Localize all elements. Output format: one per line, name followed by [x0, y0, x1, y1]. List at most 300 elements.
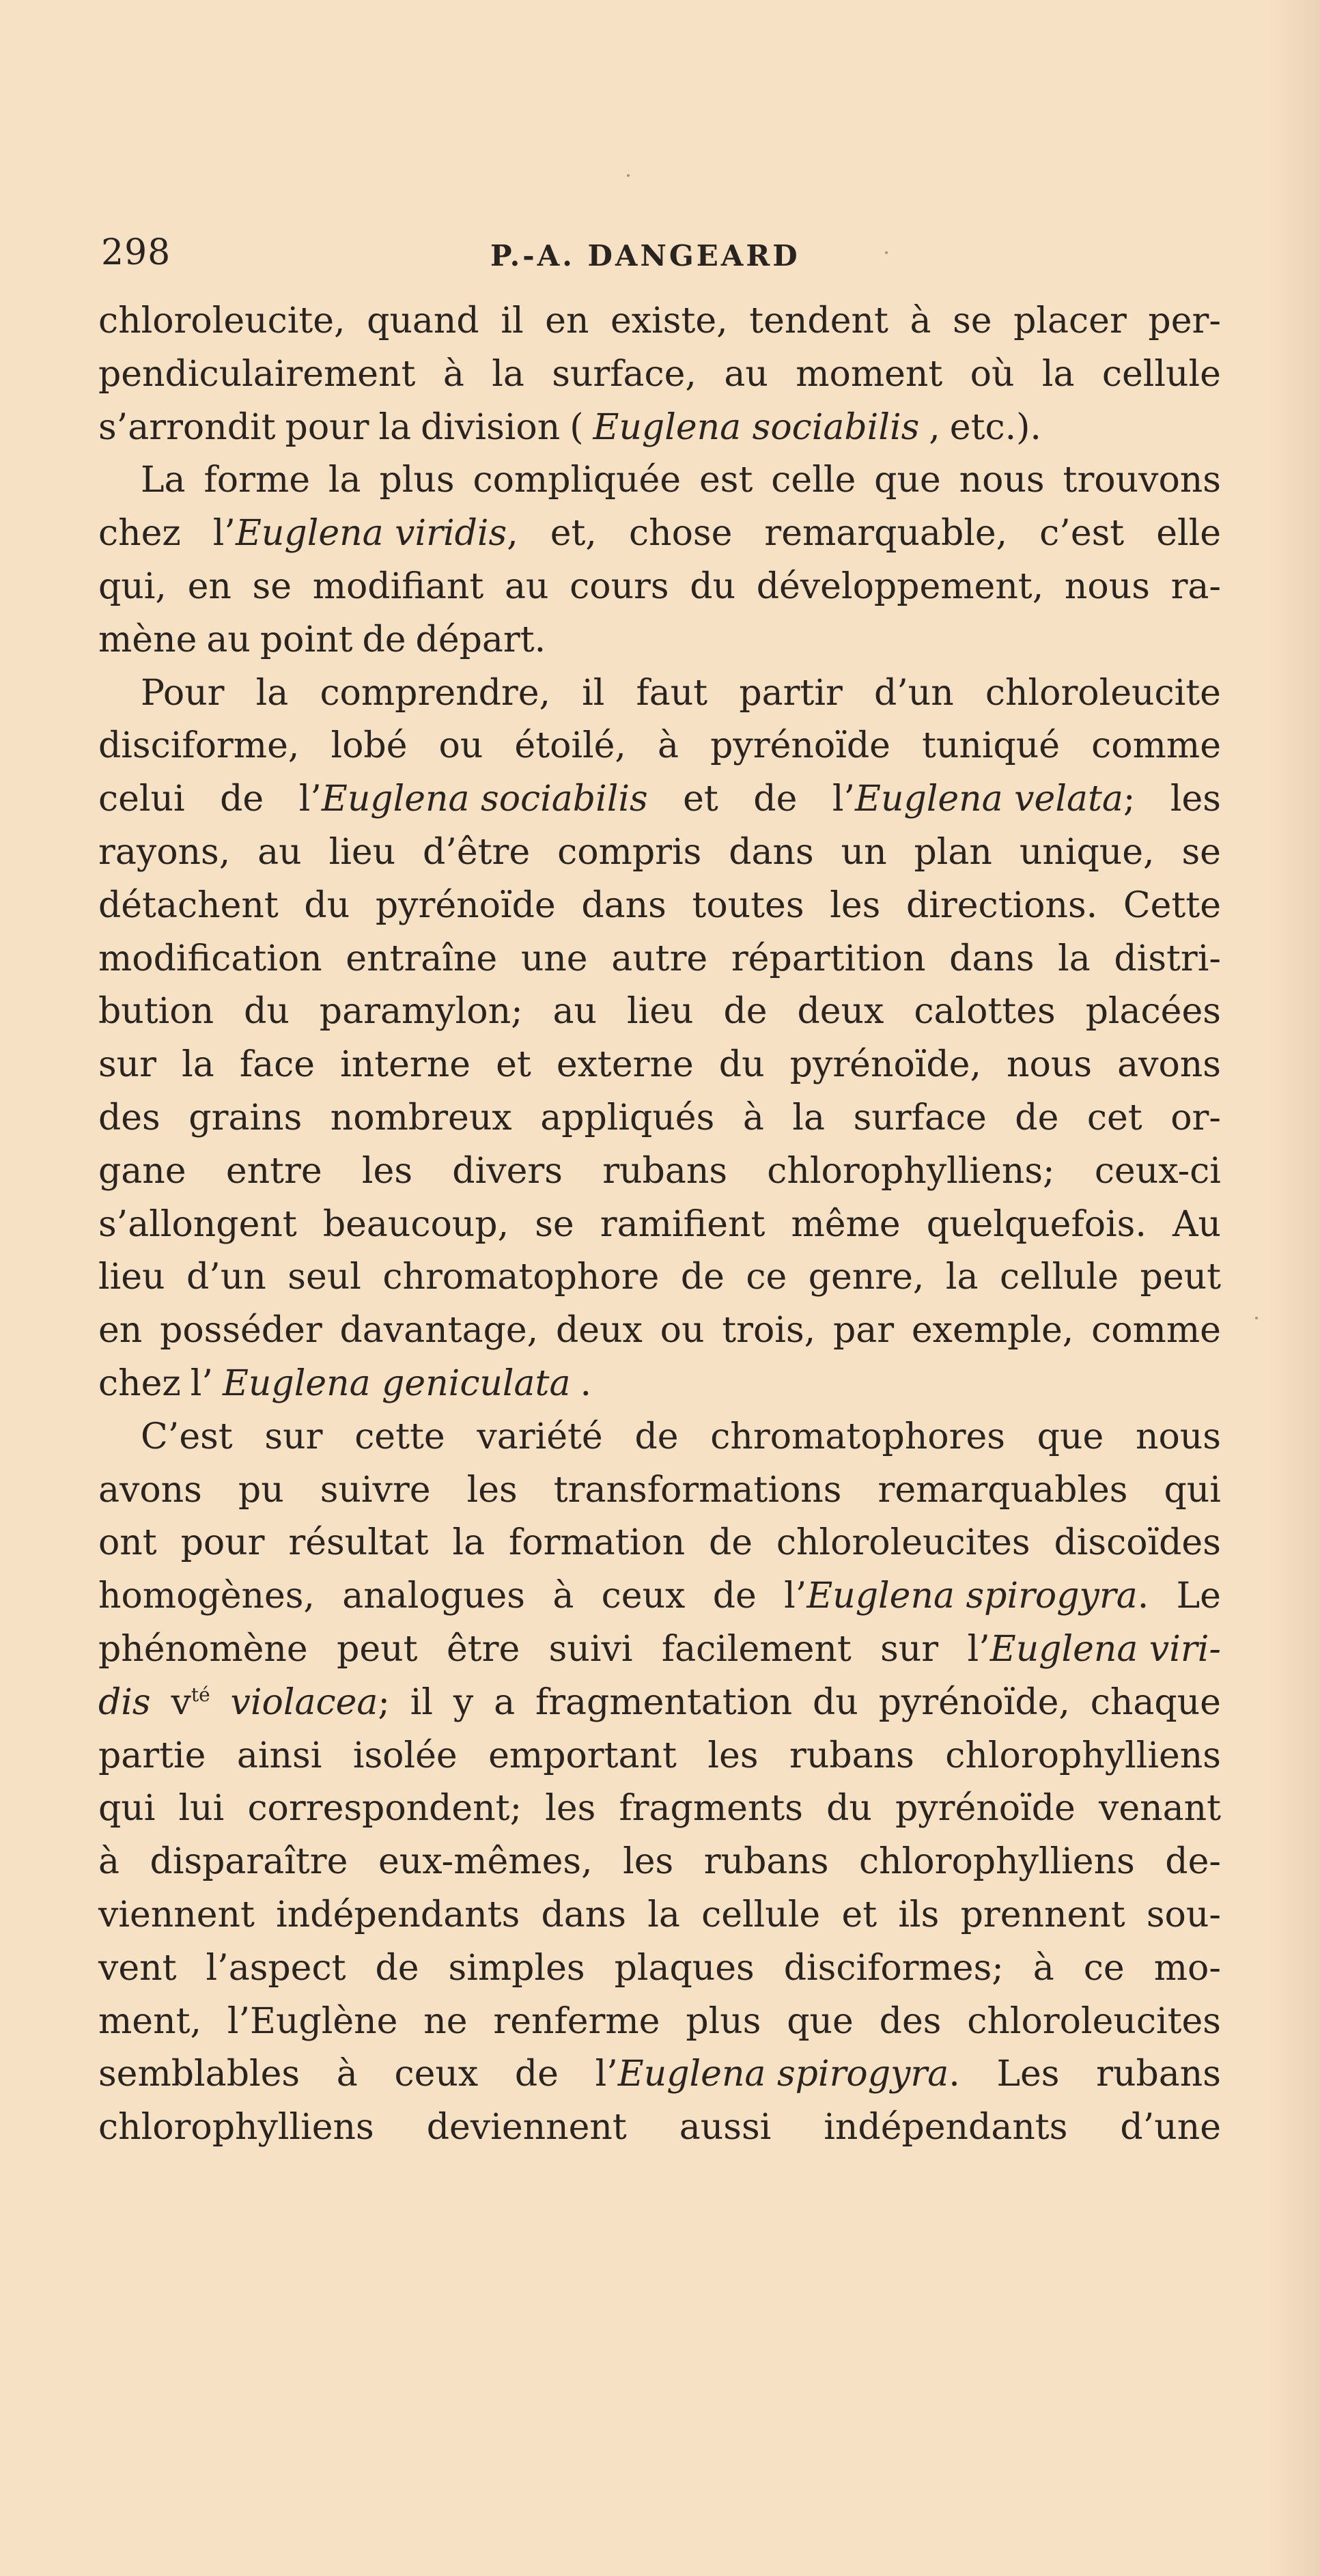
word: [98, 1145, 186, 1199]
word: [206, 1942, 346, 1996]
word: [906, 880, 1097, 933]
italic-text: Euglena viridis: [235, 513, 507, 555]
word: [545, 1782, 595, 1836]
word: [791, 1199, 900, 1252]
text-fragment: que: [874, 460, 941, 501]
text-fragment: s’allongent: [98, 1203, 297, 1245]
text-fragment: analogues: [342, 1576, 525, 1617]
word: [188, 561, 231, 614]
word: [557, 1039, 694, 1092]
text-fragment: à: [98, 1841, 120, 1883]
word: [910, 295, 931, 348]
text-line: [98, 826, 1221, 880]
word: [493, 1996, 660, 2049]
word: [912, 1304, 1073, 1358]
text-fragment: ainsi: [236, 1735, 322, 1776]
text-fragment: bution: [98, 991, 214, 1033]
word: [427, 2101, 627, 2155]
text-fragment: distri-: [1114, 938, 1221, 979]
text-fragment: répartition: [731, 938, 926, 979]
text-fragment: d’un: [186, 1257, 266, 1298]
word: [186, 1251, 266, 1304]
text-fragment: surface: [853, 1097, 987, 1138]
word: [723, 985, 767, 1039]
word: [1140, 1251, 1221, 1304]
text-fragment: est: [699, 460, 753, 501]
word: [880, 1996, 942, 2049]
word: [961, 1889, 1125, 1942]
word: [660, 1304, 705, 1358]
word: [98, 402, 276, 455]
text-fragment: la: [182, 1044, 214, 1086]
text-line: [98, 561, 1221, 614]
word: [98, 773, 185, 826]
word: [141, 667, 225, 720]
word: [690, 561, 735, 614]
text-fragment: en: [98, 1310, 143, 1352]
word: [423, 826, 530, 880]
word: [382, 1251, 659, 1304]
running-head: P.-A. DANGEARD: [490, 239, 800, 272]
word: [1117, 1039, 1221, 1092]
text-fragment: divers: [452, 1150, 563, 1192]
text-fragment: eux-mêmes,: [378, 1841, 593, 1883]
text-fragment: se: [252, 565, 292, 607]
text-line: [98, 1730, 1221, 1783]
text-fragment: indépendants: [276, 1894, 520, 1935]
paper-speck: [885, 251, 888, 254]
word: [231, 1677, 390, 1730]
text-fragment: modification: [98, 938, 322, 979]
text-line: [98, 1517, 1221, 1570]
word: [98, 880, 279, 933]
text-fragment: l’: [784, 1576, 807, 1617]
word: [98, 2101, 374, 2155]
word: [627, 985, 694, 1039]
word: [1181, 826, 1220, 880]
text-fragment: compliquée: [473, 460, 682, 501]
text-fragment: ;: [511, 991, 523, 1033]
word: [488, 1730, 677, 1783]
text-fragment: ramifient: [600, 1203, 766, 1245]
text-fragment: viennent: [98, 1894, 255, 1935]
text-fragment: rubans: [602, 1150, 728, 1192]
word: [288, 1517, 428, 1570]
text-fragment: des: [98, 1097, 160, 1138]
text-fragment: plus: [379, 460, 455, 501]
text-fragment: chloroleucite: [985, 672, 1221, 714]
text-fragment: vent: [98, 1947, 177, 1989]
text-fragment: être: [446, 1628, 520, 1670]
text-fragment: modifiant: [312, 565, 484, 607]
word: [328, 454, 361, 507]
text-fragment: facilement: [661, 1628, 852, 1670]
text-line: [98, 1411, 1221, 1464]
text-fragment: avons: [1117, 1044, 1221, 1086]
text-fragment: ra-: [1170, 565, 1221, 607]
word: [98, 933, 322, 986]
text-fragment: pyrénoïde: [895, 1788, 1076, 1830]
text-fragment: autre: [611, 938, 708, 979]
word: [449, 1942, 585, 1996]
text-fragment: même: [791, 1203, 901, 1245]
word: [535, 1199, 574, 1252]
word: [1154, 1942, 1221, 1996]
word: [509, 1517, 685, 1570]
word: [1164, 1464, 1221, 1517]
text-fragment: a: [494, 1681, 516, 1723]
text-fragment: une: [520, 938, 588, 979]
text-line: [98, 1889, 1221, 1942]
word: [743, 1092, 764, 1145]
text-fragment: développement,: [756, 565, 1044, 607]
word: [98, 1517, 157, 1570]
text-fragment: rayons,: [98, 831, 231, 873]
word: [141, 1411, 233, 1464]
text-fragment: pour: [180, 1522, 265, 1564]
word: [757, 561, 1044, 614]
italic-text: Euglena viri-: [989, 1628, 1221, 1670]
word: [375, 1942, 419, 1996]
word: [1096, 2048, 1221, 2101]
text-line: [98, 2101, 1221, 2155]
word: [927, 1199, 1147, 1252]
word: [452, 1145, 563, 1199]
word: [1020, 826, 1155, 880]
text-fragment: que: [1037, 1416, 1104, 1457]
text-fragment: nous: [1007, 1044, 1093, 1086]
word: [634, 1411, 678, 1464]
text-fragment: se: [953, 300, 992, 341]
word: [950, 402, 1041, 455]
italic-text: Euglena velata: [855, 779, 1123, 820]
text-fragment: renferme: [493, 2000, 660, 2042]
text-fragment: beaucoup,: [322, 1203, 509, 1245]
text-line: [98, 1304, 1221, 1358]
word: [276, 1889, 520, 1942]
text-fragment: ;: [1123, 779, 1136, 820]
word: [98, 826, 230, 880]
word: [681, 1251, 725, 1304]
word: [784, 1570, 1149, 1623]
word: [658, 720, 679, 773]
word: [340, 1039, 471, 1092]
text-fragment: dans: [581, 884, 666, 926]
word: [98, 295, 346, 348]
text-fragment: les: [1170, 779, 1221, 820]
italic-text: Euglena geniculata: [222, 1362, 571, 1404]
word: [949, 933, 1034, 986]
word: [724, 348, 768, 402]
text-fragment: de: [634, 1416, 679, 1457]
text-fragment: la: [647, 1894, 680, 1935]
text-fragment: dans: [949, 938, 1035, 979]
word: [719, 1039, 765, 1092]
text-fragment: y: [453, 1681, 474, 1723]
text-line: [98, 1199, 1221, 1252]
word: [1013, 295, 1127, 348]
text-fragment: davantage,: [339, 1310, 539, 1352]
text-fragment: quand: [367, 300, 479, 341]
text-line: [98, 507, 1221, 561]
text-fragment: plan: [914, 831, 992, 873]
text-fragment: à: [742, 1097, 764, 1138]
word: [260, 614, 353, 667]
word: [160, 1304, 322, 1358]
text-fragment: paramylon: [319, 991, 511, 1033]
text-line: [98, 880, 1221, 933]
word: [473, 454, 681, 507]
text-fragment: disciforme,: [98, 725, 300, 767]
text-fragment: cellule: [701, 1894, 821, 1935]
body-text: [98, 295, 1221, 2155]
word: [692, 880, 804, 933]
word: [895, 1782, 1076, 1836]
word: [1039, 507, 1124, 561]
word: [1123, 880, 1221, 933]
text-fragment: du: [718, 1044, 765, 1086]
word: [832, 773, 1136, 826]
text-fragment: chlorophylliens: [859, 1841, 1135, 1883]
text-fragment: de: [712, 1576, 757, 1617]
text-fragment: formation: [509, 1522, 686, 1564]
word: [582, 667, 604, 720]
word: [256, 667, 289, 720]
word: [98, 614, 197, 667]
text-fragment: ceux-ci: [1094, 1150, 1221, 1192]
word: [320, 667, 550, 720]
text-fragment: et: [683, 779, 718, 820]
word: [191, 1358, 591, 1411]
text-fragment: chez: [98, 1362, 181, 1404]
word: [859, 1836, 1135, 1889]
word: [1091, 1677, 1221, 1730]
text-fragment: semblables: [98, 2054, 300, 2095]
text-fragment: pyrénoïde,: [878, 1681, 1070, 1723]
text-fragment: les: [623, 1841, 674, 1883]
text-fragment: à: [552, 1576, 574, 1617]
word: [1084, 1942, 1125, 1996]
text-fragment: qui,: [98, 565, 167, 607]
text-fragment: simples: [448, 1947, 585, 1989]
word: [1120, 2101, 1221, 2155]
word: [615, 1942, 755, 1996]
word: [1147, 1889, 1221, 1942]
text-fragment: ceux: [601, 1576, 686, 1617]
word: [443, 348, 464, 402]
word: [340, 1304, 539, 1358]
text-fragment: fragmentation: [535, 1681, 793, 1723]
text-fragment: deviennent: [426, 2107, 627, 2148]
word: [959, 454, 1045, 507]
italic-text: violacea: [230, 1681, 378, 1723]
text-fragment: pyrénoïde,: [789, 1044, 981, 1086]
text-fragment: il: [582, 672, 605, 714]
text-fragment: tuniqué: [922, 725, 1061, 767]
text-fragment: grains: [188, 1097, 303, 1138]
paper-speck: [1255, 1317, 1258, 1319]
word: [874, 454, 941, 507]
text-fragment: externe: [556, 1044, 694, 1086]
word: [320, 1464, 431, 1517]
word: [647, 1889, 680, 1942]
word: [226, 1145, 322, 1199]
word: [704, 1836, 829, 1889]
word: [790, 1039, 981, 1092]
word: [378, 1836, 593, 1889]
text-fragment: de-: [1165, 1841, 1221, 1883]
text-fragment: cellule: [1000, 1257, 1119, 1298]
word: [1177, 1570, 1221, 1623]
word: [1156, 507, 1221, 561]
word: [600, 1199, 766, 1252]
text-fragment: la: [378, 406, 412, 448]
text-fragment: au: [724, 353, 768, 395]
word: [557, 826, 701, 880]
word: [710, 1411, 1005, 1464]
text-fragment: Au: [1172, 1203, 1221, 1245]
word: [362, 1145, 412, 1199]
word: [98, 507, 181, 561]
word: [789, 1730, 914, 1783]
word: [879, 1677, 1070, 1730]
word: [581, 880, 666, 933]
text-fragment: chromatophores: [710, 1416, 1005, 1457]
text-fragment: entraîne: [346, 938, 498, 979]
text-fragment: les: [830, 884, 881, 926]
text-fragment: discoïdes: [1054, 1522, 1221, 1564]
word: [619, 1782, 803, 1836]
text-fragment: chloroleucite,: [98, 300, 346, 341]
text-fragment: phénomène: [98, 1628, 308, 1670]
word: [824, 2101, 1067, 2155]
word: [1000, 1251, 1119, 1304]
word: [1170, 1092, 1221, 1145]
text-fragment: chez: [98, 513, 181, 555]
word: [182, 1039, 214, 1092]
text-fragment: cours: [570, 565, 669, 607]
word: [337, 2048, 358, 2101]
word: [98, 1464, 202, 1517]
text-line: [98, 348, 1221, 402]
text-fragment: celle: [771, 460, 856, 501]
word: [679, 2101, 772, 2155]
page-number: 298: [101, 232, 171, 273]
word: [611, 933, 707, 986]
word: [521, 933, 588, 986]
text-fragment: à: [910, 300, 931, 341]
word: [636, 667, 708, 720]
text-fragment: l’aspect: [206, 1947, 346, 1989]
word: [833, 1304, 894, 1358]
word: [985, 667, 1221, 720]
word: [98, 1623, 308, 1677]
word: [595, 2048, 960, 2101]
word: [1065, 561, 1150, 614]
text-line: [98, 454, 1221, 507]
text-fragment: lui: [178, 1788, 225, 1830]
text-fragment: sou-: [1146, 1894, 1221, 1935]
text-line: [98, 1464, 1221, 1517]
text-fragment: à: [336, 2054, 358, 2095]
italic-text: Euglena sociabilis: [593, 406, 920, 448]
word: [98, 720, 299, 773]
word: [98, 1304, 142, 1358]
text-fragment: de: [708, 1522, 753, 1564]
italic-text: Euglena sociabilis: [321, 779, 648, 820]
text-fragment: l’: [190, 1362, 213, 1404]
text-fragment: deux: [797, 991, 884, 1033]
text-fragment: au: [257, 831, 302, 873]
text-fragment: partie: [98, 1735, 206, 1776]
word: [285, 402, 369, 455]
word: [423, 1996, 467, 2049]
word: [376, 880, 556, 933]
word: [1171, 561, 1221, 614]
text-fragment: nous: [1135, 1416, 1221, 1457]
word: [552, 1570, 574, 1623]
text-fragment: chromatophore: [382, 1257, 660, 1298]
word: [841, 826, 887, 880]
word: [1114, 933, 1221, 986]
text-fragment: c’est: [1039, 513, 1125, 555]
text-fragment: v: [171, 1681, 191, 1723]
text-fragment: fragments: [619, 1788, 803, 1830]
text-fragment: la: [328, 460, 361, 501]
text-fragment: cet: [1086, 1097, 1142, 1138]
text-fragment: pyrénoïde: [710, 725, 890, 767]
text-line: [98, 933, 1221, 986]
word: [610, 295, 728, 348]
word: [767, 1145, 1054, 1199]
text-line: [98, 1942, 1221, 1996]
text-fragment: quelquefois.: [926, 1203, 1147, 1245]
text-fragment: division: [421, 406, 561, 448]
text-fragment: au: [206, 619, 251, 660]
word: [570, 561, 669, 614]
word: [970, 348, 1015, 402]
word: [439, 720, 483, 773]
word: [809, 1251, 925, 1304]
word: [535, 1677, 792, 1730]
word: [749, 295, 888, 348]
text-fragment: emportant: [488, 1735, 677, 1776]
word: [240, 1039, 315, 1092]
text-fragment: peut: [337, 1628, 418, 1670]
text-fragment: existe,: [610, 300, 728, 341]
text-fragment: chlorophylliens: [98, 2107, 374, 2148]
word: [542, 1889, 626, 1942]
word: [1148, 295, 1221, 348]
text-fragment: correspondent;: [247, 1788, 522, 1830]
text-fragment: ce: [746, 1257, 787, 1298]
text-fragment: ont: [98, 1522, 157, 1564]
word: [505, 561, 549, 614]
text-fragment: disciformes;: [783, 1947, 1004, 1989]
text-fragment: l’Euglène: [227, 2000, 398, 2042]
page-header: [101, 232, 1221, 287]
text-fragment: nombreux: [330, 1097, 512, 1138]
text-fragment: sur: [880, 1628, 939, 1670]
word: [179, 1782, 225, 1836]
word: [329, 826, 396, 880]
text-fragment: comprendre,: [320, 672, 551, 714]
text-line: [98, 1623, 1221, 1677]
text-fragment: ,: [929, 406, 940, 448]
word: [787, 1996, 854, 2049]
text-fragment: remarquable,: [764, 513, 1008, 555]
word: [98, 1251, 165, 1304]
